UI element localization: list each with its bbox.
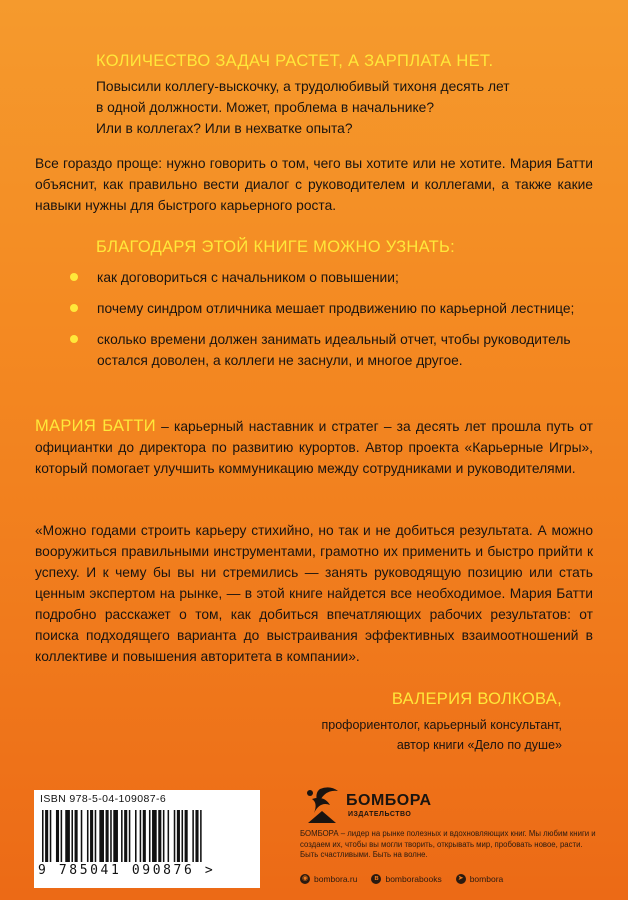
list-item-text: почему синдром отличника мешает продвижению по карьерной лестнице;: [97, 301, 575, 316]
quote-author-name: ВАЛЕРИЯ ВОЛКОВА,: [391, 690, 562, 708]
author-bio-text: – карьерный наставник и стратег – за десять лет прошла путь от официантки до директора по развитию курортов. Автор проекта «Карьерные Игры», который помогает улучшить коммуникацию между сотрудниками и руководителями.: [35, 419, 593, 476]
list-item: [70, 329, 600, 371]
barcode-number: 9 785041 090876 >: [38, 863, 216, 878]
publisher-tagline: БОМБОРА – лидер на рынке полезных и вдохновляющих книг. Мы любим книги и создаем их, чтобы вы могли творить, открывать мир, пробовать новое, расти. Быть счастливыми. Быть на волне.: [300, 829, 596, 859]
list-item: [70, 267, 600, 288]
barcode-bars-icon: [42, 810, 252, 862]
bullet-dot-icon: [70, 273, 78, 281]
isbn-barcode: [34, 790, 260, 888]
bullet-list: [70, 267, 600, 381]
intro-text: [96, 76, 516, 139]
heading-learn: БЛАГОДАРЯ ЭТОЙ КНИГЕ МОЖНО УЗНАТЬ:: [96, 238, 456, 256]
social-link-site[interactable]: [300, 874, 357, 884]
intro-line: Или в коллегах? Или в нехватке опыта?: [96, 121, 353, 136]
bullet-dot-icon: [70, 335, 78, 343]
list-item: [70, 298, 600, 319]
heading-task-count: КОЛИЧЕСТВО ЗАДАЧ РАСТЕТ, А ЗАРПЛАТА НЕТ.: [96, 52, 494, 70]
author-name: МАРИЯ БАТТИ: [35, 417, 156, 435]
social-link-telegram[interactable]: [456, 874, 504, 884]
isbn-text: ISBN 978-5-04-109087-6: [40, 793, 167, 805]
bullet-dot-icon: [70, 304, 78, 312]
publisher-subtitle: ИЗДАТЕЛЬСТВО: [348, 811, 412, 818]
social-links: [300, 874, 503, 884]
quote-author-role-line: профориентолог, карьерный консультант,: [321, 718, 562, 732]
telegram-icon: ➤: [456, 874, 466, 884]
bombora-logo-icon: [300, 783, 344, 825]
social-label: bomborabooks: [385, 874, 442, 884]
list-item-text: сколько времени должен занимать идеальный отчет, чтобы руководитель остался доволен, а коллеги не заснули, и многое другое.: [97, 332, 571, 368]
description-paragraph: Все гораздо проще: нужно говорить о том, чего вы хотите или не хотите. Мария Батти объяснит, как правильно вести диалог с руководителем и коллегами, а также какие навыки нужны для быстрого карьерного роста.: [35, 156, 593, 213]
globe-icon: ◉: [301, 875, 309, 882]
quote-author-role: [321, 715, 562, 755]
author-bio: [35, 416, 593, 479]
quote-author-role-line: автор книги «Дело по душе»: [396, 738, 562, 752]
publisher-name: БОМБОРА: [346, 792, 432, 809]
review-quote: «Можно годами строить карьеру стихийно, но так и не добиться результата. А можно вооружиться правильными инструментами, грамотно их применить и быстро прийти к успеху. И к чему бы вы ни стремились — занять руководящую позицию или стать ценным экспертом на рынке, — в этой книге найдется все необходимое. Мария Батти подробно расскажет о том, как добиться впечатляющих рабочих результатов: от поиска подходящего варианта до выстраивания эффективных взаимоотношений в коллективе и повышения авторитета в компании».: [35, 523, 593, 664]
intro-line: Повысили коллегу-выскочку, а трудолюбивый тихоня десять лет: [96, 79, 510, 94]
social-link-vk[interactable]: [371, 874, 441, 884]
social-label: bombora: [469, 874, 504, 884]
intro-line: в одной должности. Может, проблема в начальнике?: [96, 100, 434, 115]
social-label: bombora.ru: [314, 874, 358, 884]
list-item-text: как договориться с начальником о повышении;: [97, 270, 399, 285]
vk-icon: в: [371, 874, 381, 884]
